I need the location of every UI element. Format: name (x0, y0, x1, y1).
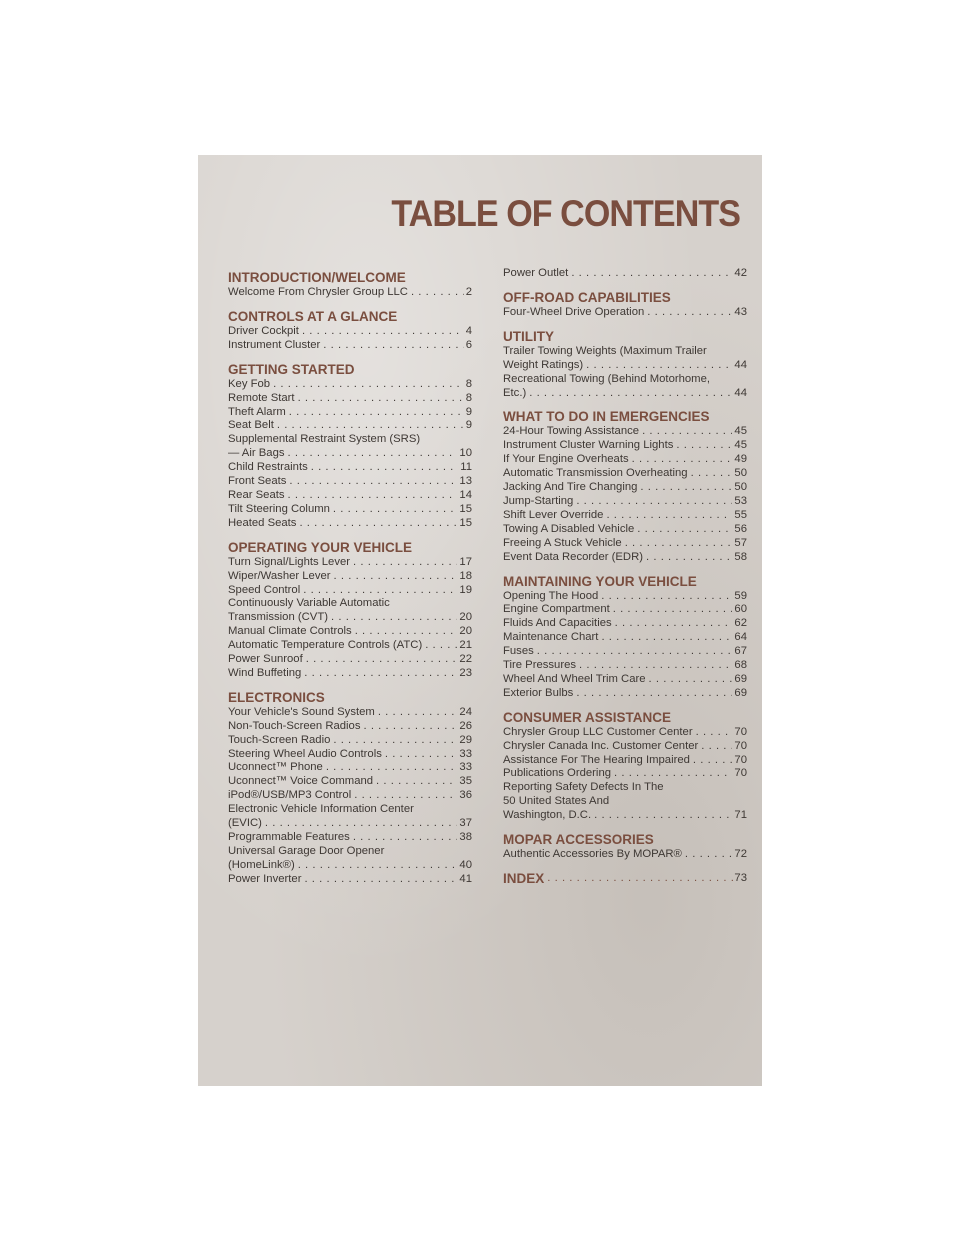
toc-entry[interactable] (228, 475, 472, 489)
leader-dots (644, 306, 732, 320)
toc-entry-page: 33 (459, 747, 472, 760)
toc-entry[interactable] (503, 659, 747, 673)
toc-section-mopar-accessories (503, 831, 747, 862)
toc-entry-page: 45 (734, 439, 747, 452)
toc-entry[interactable] (503, 631, 747, 645)
toc-entry[interactable] (228, 734, 472, 748)
toc-entry-label: Instrument Cluster Warning Lights (503, 439, 674, 452)
toc-entry[interactable] (228, 761, 472, 775)
section-heading: GETTING STARTED (228, 361, 355, 377)
toc-entry-label: Jump-Starting (503, 494, 574, 507)
leader-dots (375, 706, 458, 720)
toc-entry[interactable] (228, 489, 472, 503)
toc-entry[interactable] (503, 673, 747, 687)
leader-dots (698, 740, 732, 754)
leader-dots (303, 653, 458, 667)
toc-entry-page: 40 (459, 858, 472, 871)
leader-dots (301, 873, 457, 887)
toc-entry[interactable] (228, 378, 472, 392)
toc-entry[interactable] (228, 556, 472, 570)
toc-entry-label: Speed Control (228, 583, 301, 596)
toc-entry[interactable] (228, 625, 472, 639)
leader-dots (639, 425, 732, 439)
toc-entry-page: 9 (465, 405, 472, 418)
leader-dots (673, 439, 732, 453)
toc-entry[interactable] (503, 551, 747, 565)
toc-entry-label-line: Universal Garage Door Opener (228, 844, 385, 857)
toc-entry-page: 26 (459, 719, 472, 732)
toc-entry-label: Remote Start (228, 391, 295, 404)
toc-entry-page: 13 (459, 475, 472, 488)
section-heading: CONSUMER ASSISTANCE (503, 709, 672, 725)
toc-entry[interactable] (228, 611, 472, 625)
toc-entry-label: Manual Climate Controls (228, 625, 352, 638)
toc-entry-page: 15 (459, 502, 472, 515)
section-heading: CONTROLS AT A GLANCE (228, 308, 398, 324)
toc-entry[interactable] (503, 537, 747, 551)
toc-entry-label: Seat Belt (228, 419, 274, 432)
toc-entry[interactable] (503, 495, 747, 509)
toc-entry-page: 9 (465, 419, 472, 432)
toc-entry[interactable] (228, 339, 472, 353)
leader-dots (610, 603, 733, 617)
leader-dots (622, 537, 733, 551)
leader-dots (634, 523, 732, 537)
toc-entry-page: 21 (459, 639, 472, 652)
toc-index-entry[interactable] (503, 870, 747, 887)
toc-entry-label: (HomeLink®) (228, 858, 295, 871)
toc-entry-label: Driver Cockpit (228, 324, 299, 337)
toc-entry-page: 11 (460, 461, 472, 474)
toc-entry-label: Weight Ratings) (503, 358, 584, 371)
toc-entry-page: 15 (459, 516, 472, 529)
toc-entry-page: 57 (734, 536, 747, 549)
leader-dots (526, 387, 732, 401)
toc-entry-label: iPod®/USB/MP3 Control (228, 789, 352, 802)
leader-dots (350, 556, 457, 570)
leader-dots (637, 481, 732, 495)
toc-entry-label: Tilt Steering Column (228, 502, 330, 515)
toc-entry-page: 17 (459, 555, 472, 568)
toc-entry[interactable] (228, 653, 472, 667)
toc-entry[interactable] (228, 775, 472, 789)
leader-dots (320, 339, 463, 353)
toc-entry[interactable] (503, 453, 747, 467)
toc-entry-label: Fuses (503, 645, 534, 658)
toc-entry-page: 41 (459, 872, 472, 885)
leader-dots (693, 726, 733, 740)
toc-entry-page: 22 (459, 653, 472, 666)
toc-entry-label: Rear Seats (228, 488, 285, 501)
leader-dots (611, 767, 732, 781)
toc-entry-page: 72 (734, 848, 747, 861)
toc-entry-page: 71 (734, 809, 747, 822)
leader-dots (301, 667, 457, 681)
leader-dots (262, 817, 458, 831)
toc-entry[interactable] (228, 706, 472, 720)
toc-entry[interactable] (228, 859, 472, 873)
toc-entry-page: 67 (734, 645, 747, 658)
toc-section-controls-at-a-glance (228, 308, 472, 353)
toc-entry-label: Shift Lever Override (503, 508, 604, 521)
toc-entry[interactable] (503, 523, 747, 537)
toc-entry-page: 44 (734, 358, 747, 371)
toc-entry[interactable] (503, 306, 747, 320)
toc-entry-label: Key Fob (228, 377, 271, 390)
leader-dots (330, 734, 457, 748)
section-heading: UTILITY (503, 328, 554, 344)
leader-dots (576, 659, 732, 673)
toc-entry-page: 69 (734, 686, 747, 699)
toc-entry[interactable] (228, 817, 472, 831)
toc-entry-label: Your Vehicle's Sound System (228, 705, 375, 718)
toc-section-maintaining-your-vehicle (503, 573, 747, 701)
toc-entry-label: Programmable Features (228, 831, 350, 843)
toc-entry-page: 60 (734, 603, 747, 616)
toc-entry-page: 70 (734, 767, 747, 780)
toc-entry-label: Freeing A Stuck Vehicle (503, 536, 622, 549)
toc-entry-page: 35 (459, 775, 472, 788)
toc-entry-power-outlet[interactable] (503, 267, 747, 281)
leader-dots (330, 503, 458, 517)
section-heading: WHAT TO DO IN EMERGENCIES (503, 409, 710, 425)
toc-entry[interactable] (228, 392, 472, 406)
toc-card (198, 155, 762, 1086)
toc-entry-page: 10 (459, 447, 472, 460)
toc-entry-label: Maintenance Chart (503, 631, 599, 644)
toc-entry-page: 70 (734, 739, 747, 752)
toc-entry[interactable] (228, 639, 472, 653)
toc-entry-page: 70 (734, 753, 747, 766)
toc-entry[interactable] (503, 767, 747, 781)
toc-entry[interactable] (503, 590, 747, 604)
toc-entry-page: 8 (465, 377, 472, 390)
leader-dots (295, 859, 458, 873)
leader-dots (598, 590, 732, 604)
toc-entry-label: Turn Signal/Lights Lever (228, 555, 351, 568)
section-heading: INTRODUCTION/WELCOME (228, 270, 406, 285)
toc-entry[interactable] (503, 754, 747, 768)
toc-entry-page: 62 (734, 617, 747, 630)
toc-entry[interactable] (503, 617, 747, 631)
toc-section-utility (503, 328, 747, 401)
left-column (228, 267, 472, 895)
toc-entry-label: 24-Hour Towing Assistance (503, 425, 640, 438)
leader-dots (274, 419, 464, 433)
leader-dots (352, 625, 458, 639)
toc-entry[interactable] (503, 481, 747, 495)
toc-entry-page: 8 (465, 391, 472, 404)
toc-entry[interactable] (228, 789, 472, 803)
toc-entry-page: 33 (459, 761, 472, 774)
toc-entry-label-line: Trailer Towing Weights (Maximum Trailer (503, 344, 707, 357)
toc-entry-page: 29 (459, 733, 472, 746)
toc-entry-label: Power Inverter (228, 872, 302, 885)
leader-dots (295, 392, 464, 406)
toc-entry[interactable] (228, 873, 472, 887)
section-heading: OFF-ROAD CAPABILITIES (503, 289, 671, 305)
toc-entry-page: 4 (465, 324, 472, 337)
section-heading: MAINTAINING YOUR VEHICLE (503, 573, 697, 589)
leader-dots (331, 570, 458, 584)
toc-entry-label: Wiper/Washer Lever (228, 569, 331, 582)
toc-entry-page: 20 (459, 611, 472, 624)
toc-entry-label: (EVIC) (228, 817, 262, 830)
toc-entry-page: 42 (734, 267, 747, 279)
toc-entry-label-line: Recreational Towing (Behind Motorhome, (503, 372, 711, 385)
toc-entry-label: — Air Bags (228, 447, 285, 460)
toc-entry-label: Fluids And Capacities (503, 617, 612, 630)
leader-dots (598, 631, 732, 645)
toc-entry-page: 45 (734, 425, 747, 438)
toc-entry-page: 55 (734, 508, 747, 521)
toc-entry-label: Etc.) (503, 386, 527, 399)
toc-section-getting-started (228, 361, 472, 531)
toc-entry[interactable] (503, 687, 747, 701)
toc-entry-label: Automatic Temperature Controls (ATC) (228, 639, 423, 652)
leader-dots (382, 748, 458, 762)
toc-entry[interactable] (503, 425, 747, 439)
toc-entry-page: 68 (734, 659, 747, 672)
toc-entry[interactable] (228, 517, 472, 531)
leader-dots (285, 447, 458, 461)
toc-entry[interactable] (228, 461, 472, 475)
leader-dots (286, 475, 457, 489)
toc-entry-label: Tire Pressures (503, 659, 577, 672)
toc-entry-label: Transmission (CVT) (228, 611, 329, 624)
toc-entry-label: Chrysler Canada Inc. Customer Center (503, 739, 699, 752)
toc-section-off-road-capabilities (503, 289, 747, 320)
leader-dots (286, 406, 464, 420)
toc-entry-label: Engine Compartment (503, 603, 610, 616)
leader-dots (422, 639, 457, 653)
toc-entry-page: 24 (459, 705, 472, 718)
leader-dots (308, 461, 459, 475)
toc-section-what-to-do-in-emergencies (503, 408, 747, 564)
toc-entry[interactable] (503, 509, 747, 523)
toc-entry[interactable] (228, 419, 472, 433)
toc-section-operating-your-vehicle (228, 539, 472, 681)
page-title: TABLE OF CONTENTS (391, 193, 740, 234)
toc-section-consumer-assistance (503, 709, 747, 823)
toc-entry-label: Front Seats (228, 475, 287, 488)
toc-entry-label: Wind Buffeting (228, 666, 302, 679)
toc-entry-label: Event Data Recorder (EDR) (503, 550, 644, 563)
section-heading: ELECTRONICS (228, 689, 325, 705)
toc-entry-label: Theft Alarm (228, 405, 286, 418)
toc-entry-label: Jacking And Tire Changing (503, 481, 638, 494)
toc-entry-label: Wheel And Wheel Trim Care (503, 672, 646, 685)
leader-dots (361, 720, 458, 734)
toc-entry-label: Power Sunroof (228, 653, 303, 666)
right-column (503, 267, 747, 887)
toc-entry-label-line: Continuously Variable Automatic (228, 597, 390, 610)
toc-entry-label-line: Supplemental Restraint System (SRS) (228, 433, 421, 446)
toc-entry-label: Uconnect™ Voice Command (228, 775, 374, 788)
toc-entry-page: 14 (459, 488, 472, 501)
leader-dots (688, 467, 733, 481)
toc-entry-page: 50 (734, 467, 747, 480)
toc-entry[interactable] (228, 325, 472, 339)
toc-entry[interactable] (503, 848, 747, 862)
toc-entry-label: Non-Touch-Screen Radios (228, 719, 361, 732)
toc-entry-label: Chrysler Group LLC Customer Center (503, 725, 693, 738)
toc-entry-label: Uconnect™ Phone (228, 761, 323, 774)
toc-entry-page: 50 (734, 481, 747, 494)
leader-dots (612, 617, 733, 631)
toc-entry-page: 37 (459, 817, 472, 830)
toc-entry-page: 56 (734, 522, 747, 535)
toc-entry-label: Exterior Bulbs (503, 686, 574, 699)
toc-entry[interactable] (503, 645, 747, 659)
toc-entry-label: Opening The Hood (503, 589, 599, 602)
index-page: 73 (734, 872, 747, 884)
toc-entry-label: Welcome From Chrysler Group LLC (228, 286, 408, 298)
toc-entry-page: 49 (734, 453, 747, 466)
toc-entry[interactable] (228, 720, 472, 734)
leader-dots (629, 453, 733, 467)
leader-dots (583, 359, 732, 373)
section-heading: MOPAR ACCESSORIES (503, 832, 654, 848)
leader-dots (603, 509, 732, 523)
leader-dots (534, 645, 733, 659)
toc-entry-page: 38 (459, 831, 472, 843)
toc-entry[interactable] (503, 439, 747, 453)
toc-section-introduction-welcome (228, 269, 472, 300)
toc-entry-label: Automatic Transmission Overheating (503, 467, 688, 480)
toc-entry-page: 59 (734, 589, 747, 602)
toc-entry-page: 23 (459, 666, 472, 679)
toc-section-electronics (228, 689, 472, 887)
toc-entry[interactable] (228, 584, 472, 598)
toc-entry-page: 20 (459, 625, 472, 638)
toc-entry[interactable] (228, 286, 472, 300)
leader-dots (591, 809, 732, 823)
toc-entry-label: Authentic Accessories By MOPAR® (503, 848, 682, 861)
toc-entry[interactable] (228, 570, 472, 584)
toc-entry-page: 43 (734, 305, 747, 318)
toc-entry-label: Touch-Screen Radio (228, 733, 331, 746)
leader-dots (682, 848, 733, 862)
section-heading: OPERATING YOUR VEHICLE (228, 539, 413, 555)
toc-entry[interactable] (228, 667, 472, 681)
leader-dots (285, 489, 458, 503)
toc-entry-label: Four-Wheel Drive Operation (503, 305, 645, 318)
leader-dots (328, 611, 457, 625)
toc-entry-label: Instrument Cluster (228, 338, 321, 351)
toc-entry-page: 58 (734, 550, 747, 563)
toc-entry-page: 44 (734, 386, 747, 399)
leader-dots (323, 761, 458, 775)
toc-entry-label: Assistance For The Hearing Impaired (503, 753, 690, 766)
leader-dots (296, 517, 457, 531)
toc-entry-label: If Your Engine Overheats (503, 453, 629, 466)
toc-entry[interactable] (503, 726, 747, 740)
toc-entry-page: 69 (734, 672, 747, 685)
leader-dots (690, 754, 733, 768)
leader-dots (351, 789, 457, 803)
leader-dots (299, 325, 464, 339)
toc-entry-page: 2 (465, 286, 472, 298)
toc-entry-label-line: 50 United States And (503, 795, 610, 808)
toc-entry-page: 53 (734, 494, 747, 507)
toc-entry[interactable] (503, 603, 747, 617)
toc-entry-label: Towing A Disabled Vehicle (503, 522, 635, 535)
toc-entry[interactable] (228, 503, 472, 517)
toc-entry-label: Publications Ordering (503, 767, 612, 780)
index-heading: INDEX (503, 871, 545, 886)
leader-dots (270, 378, 464, 392)
toc-entry[interactable] (503, 809, 747, 823)
leader-dots (408, 286, 464, 300)
toc-entry[interactable] (503, 740, 747, 754)
toc-entry-label-line: Reporting Safety Defects In The (503, 781, 664, 794)
toc-entry-label: Washington, D.C. (503, 809, 592, 822)
leader-dots (373, 775, 457, 789)
leader-dots (300, 584, 457, 598)
toc-entry-label: Steering Wheel Audio Controls (228, 747, 382, 760)
toc-entry-page: 70 (734, 725, 747, 738)
toc-entry-page: 36 (459, 789, 472, 802)
toc-entry-page: 18 (459, 569, 472, 582)
toc-entry[interactable] (503, 387, 747, 401)
toc-entry-label: Power Outlet (503, 267, 569, 279)
toc-entry-label: Heated Seats (228, 516, 297, 529)
toc-entry-label-line: Electronic Vehicle Information Center (228, 803, 414, 816)
toc-entry[interactable] (228, 406, 472, 420)
leader-dots (643, 551, 732, 565)
toc-entry[interactable] (228, 748, 472, 762)
toc-entry-page: 6 (465, 338, 472, 351)
leader-dots (573, 687, 732, 701)
toc-entry[interactable] (503, 467, 747, 481)
toc-entry[interactable] (228, 831, 472, 845)
toc-entry[interactable] (228, 447, 472, 461)
toc-entry-label: Child Restraints (228, 461, 308, 474)
toc-entry-page: 19 (459, 583, 472, 596)
leader-dots (646, 673, 733, 687)
toc-entry[interactable] (503, 359, 747, 373)
leader-dots (350, 831, 458, 845)
leader-dots (573, 495, 732, 509)
toc-entry-page: 64 (734, 631, 747, 644)
